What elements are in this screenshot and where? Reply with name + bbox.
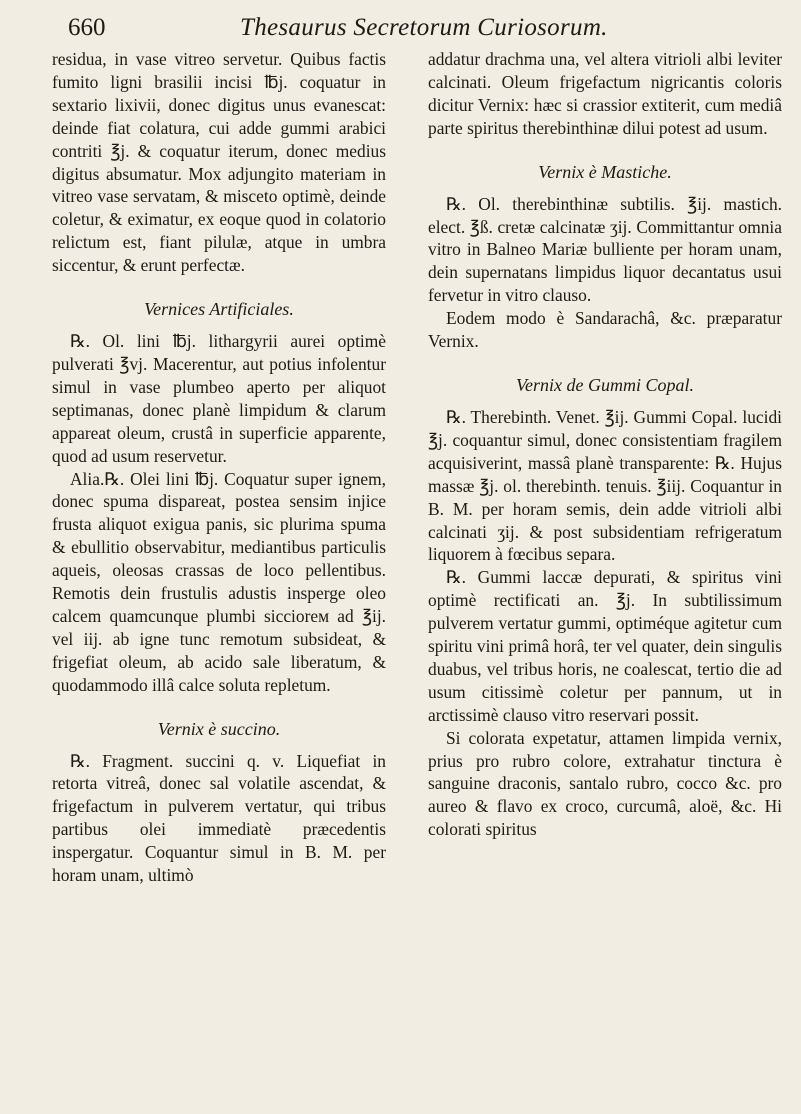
section-heading: Vernices Artificiales. (144, 299, 294, 320)
paragraph: Si colorata expetatur, attamen limpida vernix, prius pro rubro colore, extrahatur tinctura è sanguine draconis, santalo rubro, cocco &c. pro aureo & flavo ex croco, curcumâ, aloë, &c. Hi colorati spiritus (428, 727, 782, 840)
running-title: Thesaurus Secretorum Curiosorum. (240, 14, 608, 41)
paragraph: residua, in vase vitreo servetur. Quibus factis fumito ligni brasilii incisi ℔j. coquatur in sextario lixivii, donec digitus unus evanescat: deinde fiat colatura, cui adde gummi arabici contriti ℥j. & coquatur iterum, donec medius digitus absumatur. Mox adjungito materiam in vitreo vase servatam, & misceto optimè, deinde coletur, & eximatur, ex eoque quod in colatorio relictum est, fiant pilulæ, atque in umbra siccentur, & erunt perfectæ. (52, 49, 386, 276)
paragraph: ℞. Ol. therebinthinæ subtilis. ℥ij. mastich. elect. ℥ß. cretæ calcinatæ ʒij. Committantur omnia vitro in Balneo Mariæ bulliente per horam unam, dein supernatans limpidus liquor decantatus usui fervetur in vitro clauso. (428, 193, 782, 306)
paragraph: Alia.℞. Olei lini ℔j. Coquatur super ignem, donec spuma dispareat, postea sensim injice frusta aliquot exigua panis, sic plurima spuma & ebullitio observabitur, mediantibus particulis aqueis, oleosas crassas de loco pellentibus. Remotis dein frustulis adustis insperge oleo calcem quamcunque plumbi siccioreм ad ℥ij. vel iij. ab igne tunc remotum subsideat, & frigefiat oleum, ab acido sale liberatum, & quodammodo illâ calce soluta repletum. (52, 468, 386, 695)
page-header (40, 8, 781, 48)
paragraph: addatur drachma una, vel altera vitrioli albi leviter calcinati. Oleum frigefactum nigricantis coloris dicitur Vernix: hæc si crassior extiterit, cum mediâ parte spiritus therebinthinæ dilui potest ad usum. (428, 49, 782, 138)
section-heading: Vernix è Mastiche. (538, 161, 672, 182)
paragraph: ℞. Gummi laccæ depurati, & spiritus vini optimè rectificati an. ℥j. In subtilissimum pulverem vertatur gummi, optiméque agitetur cum spiritu vini primâ horâ, ter vel quater, dein singulis duabus, vel tribus horis, ne coalescat, tertio die ad usum citissimè coletur per pannum, ut in arctissimè clauso vitro reservari possit. (428, 567, 782, 725)
right-column (428, 48, 782, 841)
paragraph: Eodem modo è Sandarachâ, &c. præparatur Vernix. (428, 308, 782, 352)
paragraph: ℞. Fragment. succini q. v. Liquefiat in retorta vitreâ, donec sal volatile ascendat, & frigefactum in pulverem vertatur, qui tribus partibus olei immediatè præcedentis inspergatur. Coquantur simul in B. M. per horam unam, ultimò (52, 750, 386, 886)
paragraph: ℞. Ol. lini ℔j. lithargyrii aurei optimè pulverati ℥vj. Macerentur, aut potius infolentur simul in vase plumbeo aperto per aliquot septimanas, donec planè limpidum & clarum appareat oleum, crustâ in superficie apparente, quod ad usum reservetur. (52, 331, 386, 466)
left-column (52, 48, 386, 887)
page-number: 660 (68, 14, 106, 41)
section-heading: Vernix è succino. (157, 718, 281, 739)
section-heading: Vernix de Gummi Copal. (516, 374, 694, 395)
paragraph: ℞. Therebinth. Venet. ℥ij. Gummi Copal. lucidi ℥j. coquantur simul, donec consistentiam fragilem acquisiverint, massâ planè transparente: ℞. Hujus massæ ℥j. ol. therebinth. tenuis. ℥iij. Coquantur in B. M. per horam semis, dein adde vitrioli albi calcinati ʒij. & post subsidentiam refrigeratum liquorem à fœcibus separa. (428, 406, 782, 565)
